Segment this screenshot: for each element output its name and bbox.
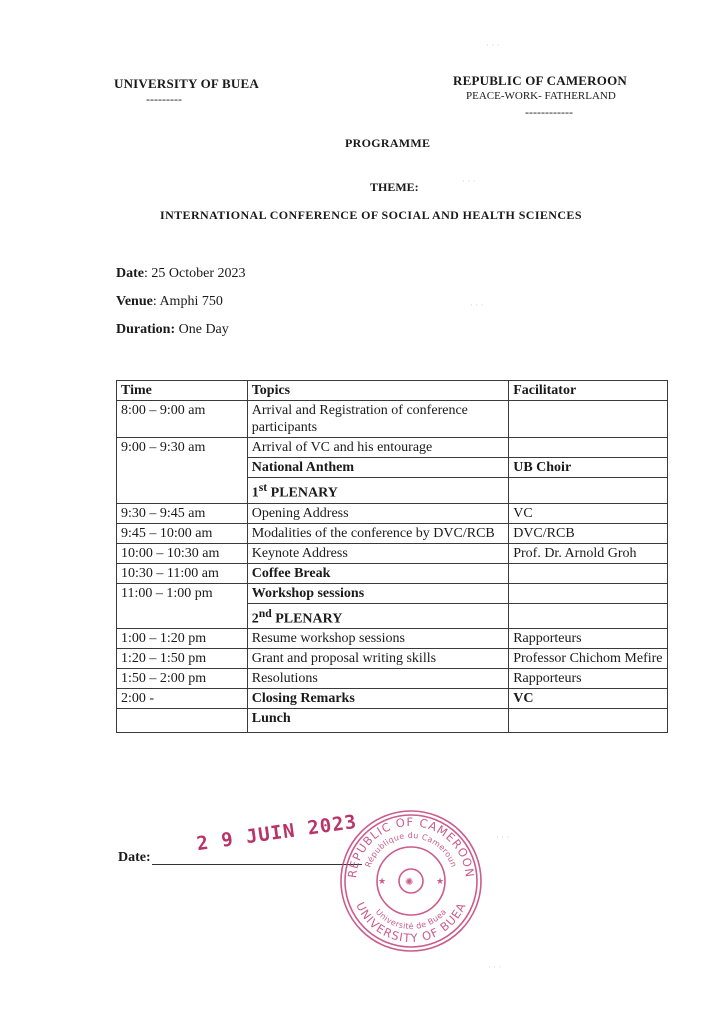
right-header-rule: ------------ [525,105,573,119]
scan-speck: · · · [488,962,502,972]
table-row [117,563,668,583]
programme-heading: PROGRAMME [345,136,431,150]
plenary-label: PLENARY [271,611,343,627]
row-topic: Opening Address [247,503,508,523]
ordinal-suffix: nd [258,606,272,620]
row-time: 1:00 – 1:20 pm [117,629,248,649]
row-topic: Modalities of the conference by DVC/RCB [247,523,508,543]
table-row [117,603,668,629]
country-name: REPUBLIC OF CAMEROON [453,73,627,88]
row-topic: Arrival of VC and his entourage [247,438,508,458]
received-date-stamp: 2 9 JUIN 2023 [195,810,359,856]
table-header-row [117,381,668,401]
row-topic: Arrival and Registration of conference participants [247,401,508,438]
event-venue [116,294,223,310]
duration-value: One Day [175,322,229,337]
row-topic: Resume workshop sessions [247,629,508,649]
plenary-label: PLENARY [267,485,338,501]
row-time: 8:00 – 9:00 am [117,401,248,438]
column-header-facilitator: Facilitator [509,381,668,401]
row-facilitator: Rapporteurs [509,669,668,689]
row-facilitator [509,401,668,438]
scan-speck: · · · [470,300,484,310]
svg-text:République du Cameroun: République du Cameroun [363,830,459,869]
table-row [117,478,668,504]
ordinal-suffix: st [258,481,268,494]
row-time: 2:00 - [117,689,248,709]
table-row [117,709,668,733]
row-facilitator: Rapporteurs [509,629,668,649]
svg-text:Université de Buea: Université de Buea [373,907,449,932]
date-value: : 25 October 2023 [144,266,246,281]
row-time: 1:20 – 1:50 pm [117,649,248,669]
table-row [117,543,668,563]
row-time: 10:00 – 10:30 am [117,543,248,563]
row-time [117,458,248,478]
programme-table [116,380,668,733]
row-facilitator [509,478,668,504]
row-facilitator [509,438,668,458]
row-topic [247,478,508,504]
row-time [117,603,248,629]
theme-heading: THEME: [370,180,419,194]
table-row [117,458,668,478]
venue-label: Venue [116,294,153,309]
row-time: 11:00 – 1:00 pm [117,583,248,603]
signature-date-line [152,864,362,865]
ordinal-number: 2 [251,611,259,627]
event-date [116,266,245,282]
row-topic: Coffee Break [247,563,508,583]
table-row [117,689,668,709]
duration-label: Duration: [116,322,176,337]
table-row [117,523,668,543]
row-time: 9:00 – 9:30 am [117,438,248,458]
row-topic: Lunch [247,709,508,733]
row-time [117,478,248,504]
row-time [117,709,248,733]
row-topic: Grant and proposal writing skills [247,649,508,669]
row-facilitator [509,709,668,733]
row-time: 1:50 – 2:00 pm [117,669,248,689]
event-duration [116,322,229,338]
table-row [117,669,668,689]
column-header-topics: Topics [247,381,508,401]
row-facilitator [509,563,668,583]
row-facilitator [509,583,668,603]
table-row [117,438,668,458]
row-topic: Keynote Address [247,543,508,563]
svg-text:UNIVERSITY OF BUEA: UNIVERSITY OF BUEA [353,899,469,946]
scan-speck: · · · [462,176,476,186]
country-motto: PEACE-WORK- FATHERLAND [466,90,616,102]
scan-speck: · · · [486,40,500,50]
row-topic: Closing Remarks [247,689,508,709]
row-facilitator: DVC/RCB [509,523,668,543]
svg-text:✺: ✺ [405,877,414,888]
university-seal-icon [338,808,484,954]
svg-text:★: ★ [378,877,387,887]
table-row [117,401,668,438]
column-header-time: Time [117,381,248,401]
university-name: UNIVERSITY OF BUEA [114,76,259,91]
row-facilitator: UB Choir [509,458,668,478]
table-row [117,649,668,669]
signature-date-label: Date: [118,850,151,865]
row-topic: Resolutions [247,669,508,689]
row-topic: National Anthem [247,458,508,478]
row-facilitator: VC [509,503,668,523]
row-time: 9:30 – 9:45 am [117,503,248,523]
left-header-rule: --------- [146,92,182,106]
row-facilitator: VC [509,689,668,709]
svg-text:REPUBLIC OF CAMEROON: REPUBLIC OF CAMEROON [344,814,478,879]
row-facilitator: Professor Chichom Mefire [509,649,668,669]
ordinal-number: 1 [251,485,259,501]
date-label: Date [116,266,144,281]
row-time: 9:45 – 10:00 am [117,523,248,543]
table-row [117,583,668,603]
venue-value: : Amphi 750 [152,294,223,309]
row-facilitator: Prof. Dr. Arnold Groh [509,543,668,563]
conference-title: INTERNATIONAL CONFERENCE OF SOCIAL AND HEALTH SCIENCES [160,208,582,222]
row-topic: Workshop sessions [247,583,508,603]
svg-text:★: ★ [436,877,445,887]
row-time: 10:30 – 11:00 am [117,563,248,583]
row-topic [247,603,508,629]
table-row [117,503,668,523]
scan-speck: · · · [496,832,510,842]
table-row [117,629,668,649]
row-facilitator [509,603,668,629]
